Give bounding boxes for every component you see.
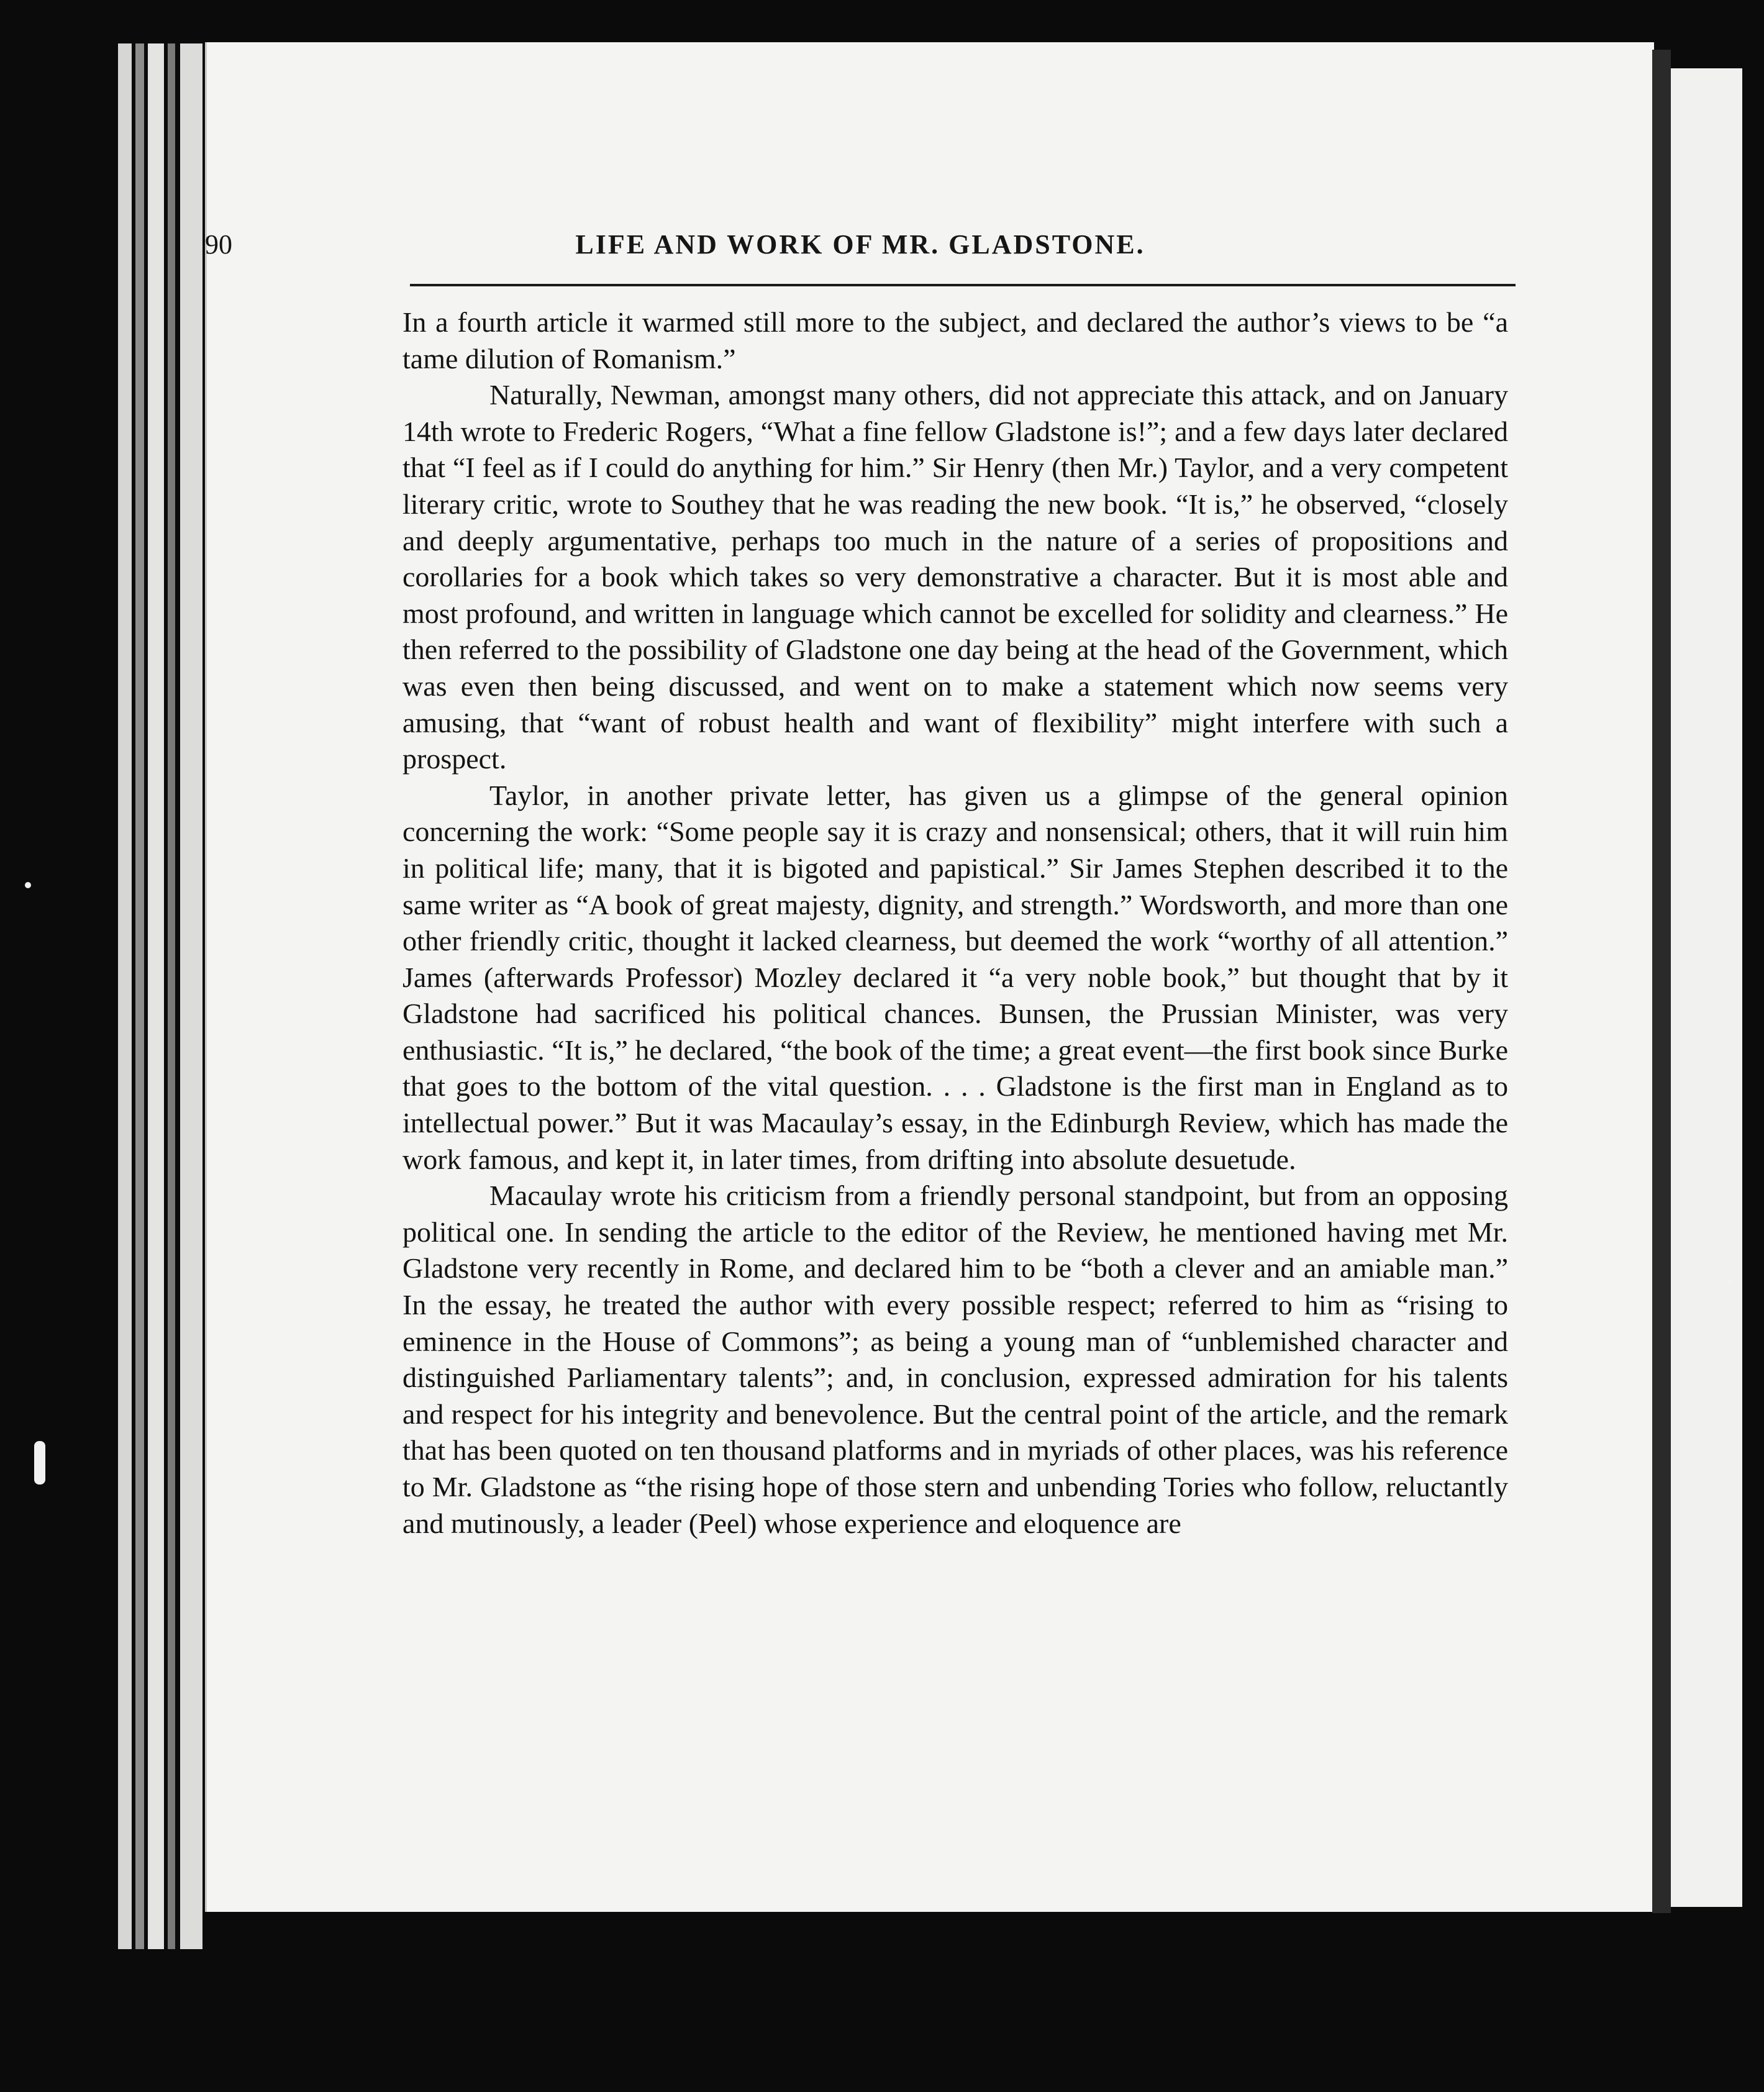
book-edge: [148, 43, 164, 1949]
book-edge: [118, 43, 132, 1949]
scan-speck: [1727, 1280, 1732, 1285]
header-rule: [410, 284, 1516, 286]
facing-page-edge: [1671, 68, 1742, 1907]
running-title: LIFE AND WORK OF MR. GLADSTONE.: [575, 229, 1145, 260]
paragraph: In a fourth article it warmed still more to the subject, and declared the author’s views to be “a tame dilution of Romanism.”: [402, 306, 1508, 375]
scan-speck: [25, 882, 31, 888]
book-edge: [180, 43, 202, 1949]
book-edge: [168, 43, 175, 1949]
body-text: [402, 304, 1508, 1542]
page-header: [205, 229, 1516, 266]
page-number: 90: [205, 229, 232, 260]
book-edge: [135, 43, 144, 1949]
scan-speck: [34, 1441, 45, 1485]
paragraph: Naturally, Newman, amongst many others, did not appreciate this attack, and on January 14th wrote to Frederic Rogers, “What a fine fellow Gladstone is!”; and a few days later declared that “I feel as if I could do anything for him.” Sir Henry (then Mr.) Taylor, and a very competent literary critic, wrote to Southey that he was reading the new book. “It is,” he observed, “closely and deeply argumentative, perhaps too much in the nature of a series of propositions and corollaries for a book which takes so very demonstrative a character. But it is most able and most profound, and written in language which cannot be excelled for solidity and clearness.” He then referred to the possibility of Gladstone one day being at the head of the Government, which was even then being discussed, and went on to make a statement which now seems very amusing, that “want of robust health and want of flexibility” might interfere with such a prospect.: [402, 379, 1508, 775]
paragraph: Taylor, in another private letter, has given us a glimpse of the general opinion concerning the work: “Some people say it is crazy and nonsensical; others, that it will ruin him in political life; many, that it is bigoted and papistical.” Sir James Stephen described it to the same writer as “A book of great majesty, dignity, and strength.” Wordsworth, and more than one other friendly critic, thought it lacked clearness, but deemed the work “worthy of all attention.” James (afterwards Professor) Mozley declared it “a very noble book,” but thought that by it Gladstone had sacrificed his political chances. Bunsen, the Prussian Minister, was very enthusiastic. “It is,” he declared, “the book of the time; a great event—the first book since Burke that goes to the bottom of the vital question. . . . Gladstone is the first man in England as to intellectual power.” But it was Macaulay’s essay, in the Edinburgh Review, which has made the work famous, and kept it, in later times, from drifting into absolute desuetude.: [402, 779, 1508, 1175]
page-gutter-shadow: [1652, 50, 1671, 1913]
paragraph: Macaulay wrote his criticism from a friendly personal standpoint, but from an opposing political one. In sending the article to the editor of the Review, he mentioned having met Mr. Gladstone very recently in Rome, and declared him to be “both a clever and an amiable man.” In the essay, he treated the author with every possible respect; referred to him as “rising to eminence in the House of Commons”; as being a young man of “unblemished character and distinguished Parliamentary talents”; and, in conclusion, expressed admiration for his talents and respect for his integrity and benevolence. But the central point of the article, and the remark that has been quoted on ten thousand platforms and in myriads of other places, was his reference to Mr. Gladstone as “the rising hope of those stern and unbending Tories who follow, reluctantly and mutinously, a leader (Peel) whose experience and eloquence are: [402, 1180, 1508, 1539]
